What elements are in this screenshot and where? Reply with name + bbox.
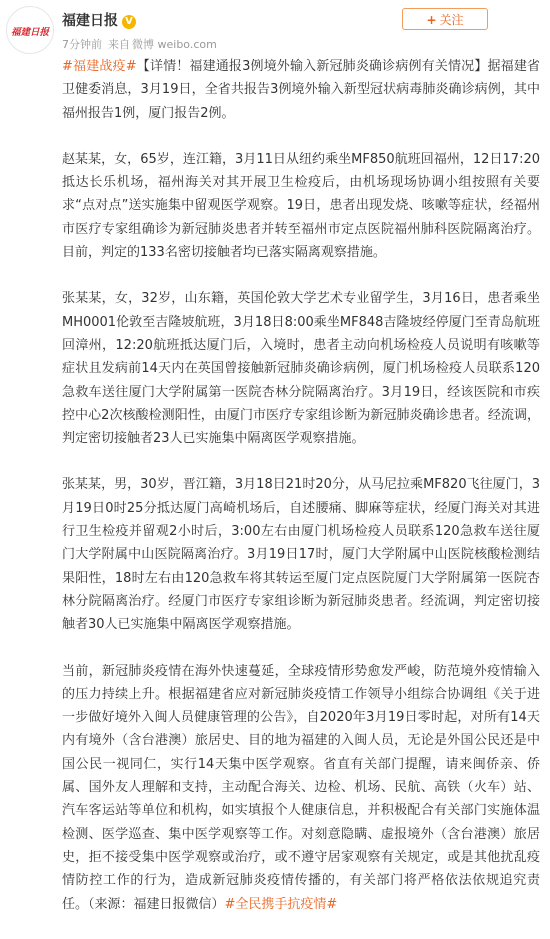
intro-text: 【详情！福建通报3例境外输入新冠肺炎确诊病例有关情况】据福建省卫健委消息，3月19日，全省共报告3例境外输入新型冠状病毒肺炎确诊病例，其中福州报告1例，厦门报告2例。 bbox=[62, 59, 540, 121]
follow-label: 关注 bbox=[439, 13, 464, 27]
author-name[interactable]: 福建日报 bbox=[62, 13, 118, 29]
post-paragraph-intro bbox=[62, 55, 540, 125]
svg-text:福建日报: 福建日报 bbox=[10, 27, 50, 38]
author-name-row bbox=[62, 10, 136, 30]
post-paragraph-case-2: 张某某，女，32岁，山东籍，英国伦敦大学艺术专业留学生，3月16日，患者乘坐MH0001伦敦至吉隆坡航班，3月18日8:00乘坐MF848吉隆坡经停厦门至青岛航班回漳州，12:20航班抵达厦门后，入境时，患者主动向机场检疫人员说明有咳嗽等症状且发病前14天内在英国曾接触新冠肺炎确诊病例，厦门机场检疫人员联系120急救车送往厦门大学附属第一医院杏林分院隔离治疗。3月19日，经该医院和市疾控中心2次核酸检测阳性，由厦门市医疗专家组诊断为新冠肺炎确诊患者。经流调，判定密切接触者23人已实施集中隔离医学观察措施。 bbox=[62, 291, 540, 447]
post-content bbox=[62, 55, 540, 939]
post-meta bbox=[62, 36, 223, 52]
post-paragraph-case-1: 赵某某，女，65岁，连江籍，3月11日从纽约乘坐MF850航班回福州，12日17:20抵达长乐机场，福州海关对其开展卫生检疫后，由机场现场协调小组按照有关要求“点对点”送实施集中留观医学观察。19日，患者出现发烧、咳嗽等症状，经福州市医疗专家组确诊为新冠肺炎患者并转至福州市定点医院福州肺科医院隔离治疗。目前，判定的133名密切接触者均已落实隔离观察措施。 bbox=[62, 151, 540, 261]
post-paragraph-case-3: 张某某，男，30岁，晋江籍，3月18日21时20分，从马尼拉乘MF820飞往厦门，3月19日0时25分抵达厦门高崎机场后，自述腰痛、脚麻等症状，经厦门海关对其进行卫生检疫并留观2小时后，3:00左右由厦门机场检疫人员联系120急救车送往厦门大学附属中山医院隔离治疗。3月19日17时，厦门大学附属中山医院核酸检测结果阳性，18时左右由120急救车将其转运至厦门定点医院厦门大学附属第一医院杏林分院隔离治疗。经厦门市医疗专家组诊断为新冠肺炎患者。经流调，判定密切接触者30人已实施集中隔离医学观察措施。 bbox=[62, 477, 540, 633]
follow-button[interactable] bbox=[402, 8, 488, 30]
topic-link[interactable]: #福建战疫# bbox=[62, 59, 137, 74]
topic-link[interactable]: #全民携手抗疫情# bbox=[224, 896, 338, 912]
avatar[interactable] bbox=[6, 6, 54, 54]
post-time[interactable]: 7分钟前 bbox=[62, 38, 102, 51]
avatar-logo bbox=[8, 8, 52, 52]
plus-icon: + bbox=[426, 13, 437, 27]
notice-text: 当前，新冠肺炎疫情在海外快速蔓延，全球疫情形势愈发严峻，防范境外疫情输入的压力持续上升。根据福建省应对新冠肺炎疫情工作领导小组综合协调组《关于进一步做好境外入闽人员健康管理的公告》，自2020年3月19日零时起，对所有14天内有境外（含台港澳）旅居史、目的地为福建的入闽人员，无论是外国公民还是中国公民一视同仁，实行14天集中医学观察。省直有关部门提醒，请来闽侨亲、侨属、国外友人理解和支持，主动配合海关、边检、机场、民航、高铁（火车）站、汽车客运站等单位和机构，如实填报个人健康信息，并积极配合有关部门实施体温检测、医学巡查、集中医学观察等工作。对刻意隐瞒、虚报境外（含台港澳）旅居史，拒不接受集中医学观察或治疗，或不遵守居家观察有关规定，或是其他扰乱疫情防控工作的行为，造成新冠肺炎疫情传播的，有关部门将严格依法依规追究责任。（来源：福建日报微信） bbox=[62, 663, 540, 912]
from-label: 来自 bbox=[108, 38, 130, 51]
post-source: 微博 weibo.com bbox=[132, 38, 217, 51]
post-paragraph-notice bbox=[62, 660, 540, 916]
verified-icon: V bbox=[122, 15, 136, 29]
post-header bbox=[0, 0, 550, 58]
